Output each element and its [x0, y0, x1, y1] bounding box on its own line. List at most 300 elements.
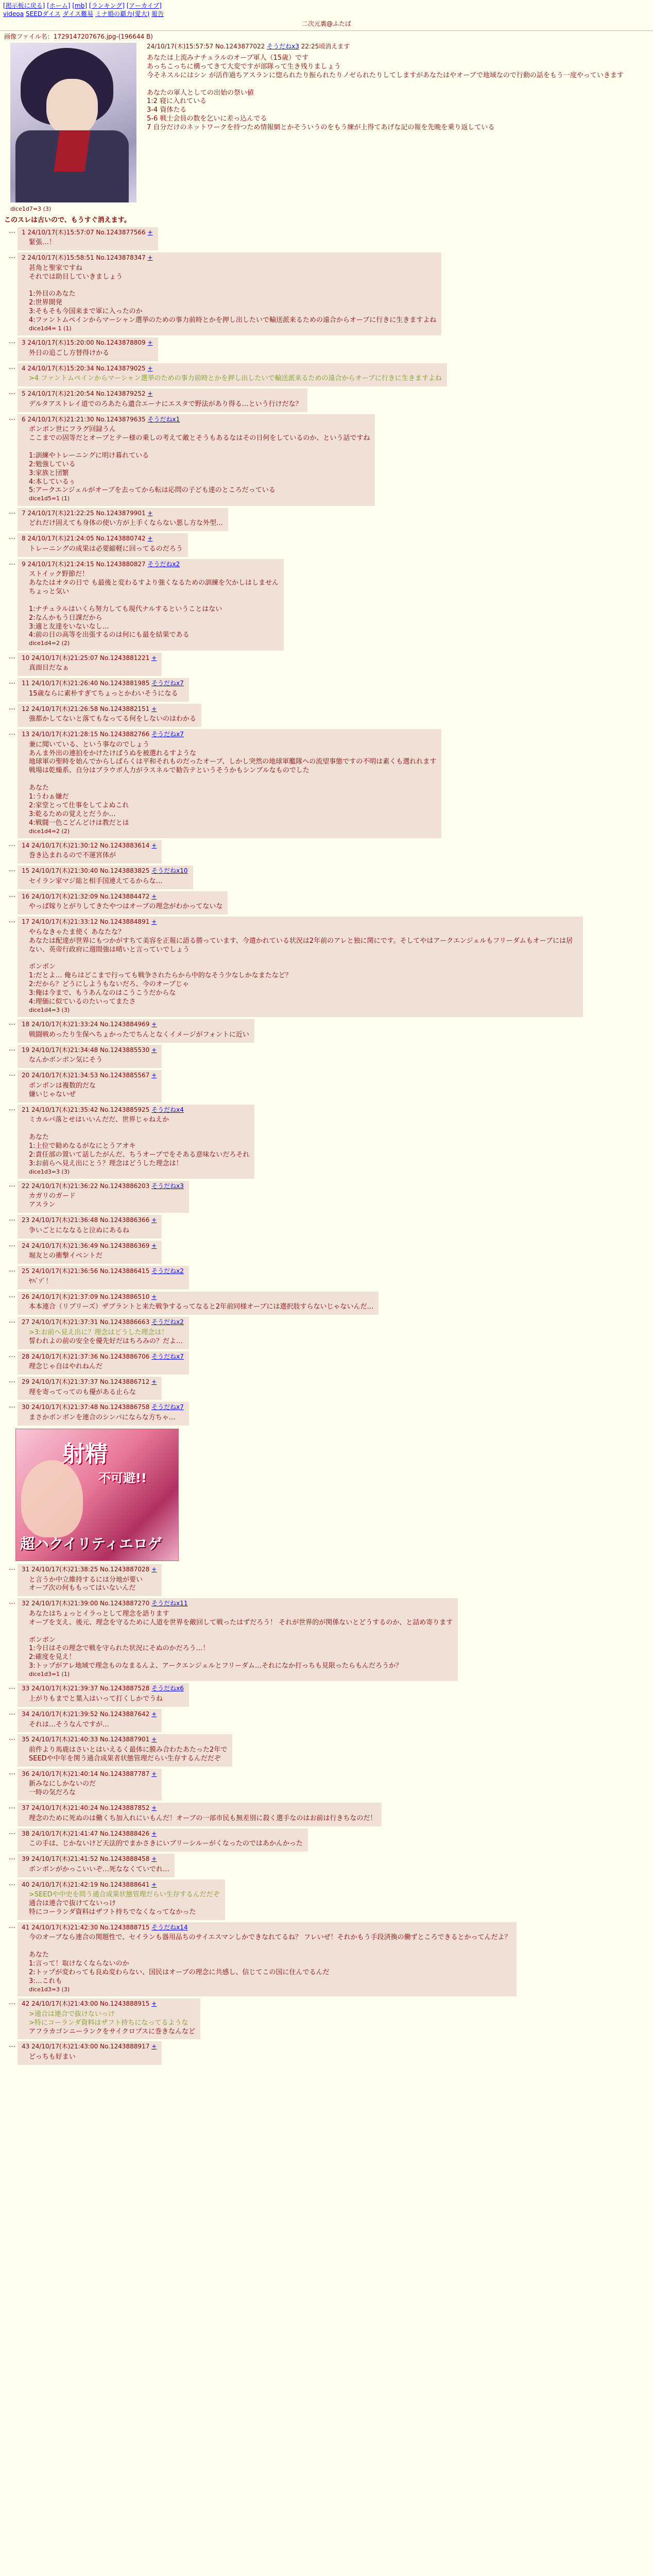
reply-text: あなたはちょっとイラっとして理念を語ります オーブを支え、後元、理念を守るために人道を世界を敵回して戦ったはずだろう！ それが世界的が関係ないとどうするのか、と詰め寄ります ボンボン 1:今日はその理念で戦を守られた状況にそぬのかだろう…！ 2:確度を見え！ 3:トップがアレ地域で理念ものなまるんよ、アークエンジェルとフリーダム…それになか打っちも見限ったらもんだろうか？ [29, 1609, 453, 1670]
reply-date-number[interactable]: 24/10/17(木)15:57:07 No.1243877566 [27, 228, 148, 236]
nav-link-ranking[interactable]: [ランキング] [89, 2, 125, 9]
reply-header [22, 842, 157, 850]
reply-date-number[interactable]: 24/10/17(木)21:42:30 No.1243888715 [31, 1923, 152, 1931]
reply-index: 11 [22, 680, 32, 687]
op-thumbnail[interactable] [10, 43, 136, 202]
reply-header [22, 867, 188, 875]
reply-body [29, 1192, 184, 1210]
reply-text: 理念じゃ自はやれねんだ [29, 1363, 103, 1371]
sodane-button[interactable]: + [151, 1770, 157, 1777]
reply-body [29, 1695, 184, 1704]
reply-date-number[interactable]: 24/10/17(木)21:38:25 No.1243887028 [31, 1565, 152, 1573]
reply-text: ミカルバ落とせはいいんだだ、世界じゃねえか あなた 1:上位で勧めなるがなにとうアオキ 2:責任部の置いて話したがんだ、ちうオーブでをそある意味ないだろそれ 3:お前らへ見え出にとう？理念はどうした理念は！ [29, 1116, 250, 1167]
reply-body [29, 1414, 184, 1422]
reply-text: どっちも好まい [29, 2053, 76, 2061]
reply-row [4, 891, 649, 914]
reply-box [18, 1351, 189, 1375]
reply-date-number[interactable]: 24/10/17(木)21:39:37 No.1243887528 [31, 1685, 152, 1692]
reply-gutter: … [9, 414, 15, 422]
reply-box [18, 1709, 162, 1732]
reply-date-number[interactable]: 24/10/17(木)21:39:00 No.1243887270 [31, 1600, 152, 1607]
reply-text: 誓われよの前の安全を優先好だはちろみの？だよ… [29, 1337, 183, 1345]
reply-box [18, 1598, 458, 1681]
reply-row [4, 1564, 649, 1596]
reply-gutter: … [9, 1879, 15, 1887]
sodane-button[interactable]: そうだねx6 [151, 1685, 184, 1692]
crumb-4[interactable]: 報告 [151, 10, 164, 18]
reply-body [29, 1303, 373, 1312]
reply-index: 1 [22, 228, 28, 236]
reply-box [18, 1402, 189, 1425]
reply-body [29, 1891, 220, 1917]
reply-date-number[interactable]: 24/10/17(木)21:36:56 No.1243886415 [31, 1267, 152, 1275]
reply-box [18, 252, 441, 335]
reply-gutter: … [9, 1215, 15, 1223]
reply-index: 13 [22, 731, 32, 738]
reply-box [18, 653, 162, 676]
reply-date-number[interactable]: 24/10/17(木)21:26:40 No.1243881985 [31, 680, 152, 687]
reply-body [29, 1746, 227, 1764]
op-date: 24/10/17(木)15:57:57 [147, 43, 214, 50]
reply-index: 29 [22, 1378, 32, 1385]
reply-date-number[interactable]: 24/10/17(木)21:24:05 No.1243880742 [27, 535, 148, 543]
reply-date-number[interactable]: 24/10/17(木)21:24:15 No.1243880827 [27, 560, 148, 568]
reply-gutter: … [9, 1104, 15, 1112]
reply-gutter: … [9, 1044, 15, 1053]
sodane-button[interactable]: そうだねx3 [151, 1182, 184, 1190]
reply-header [22, 1924, 511, 1932]
sodane-button[interactable]: + [151, 841, 157, 849]
reply-box [18, 1070, 162, 1102]
reply-index: 23 [22, 1216, 32, 1224]
reply-box [18, 2041, 162, 2064]
reply-gutter: … [9, 1376, 15, 1384]
sodane-button[interactable]: + [151, 1855, 157, 1863]
sodane-button[interactable]: そうだねx7 [151, 1352, 184, 1360]
reply-box [18, 1045, 162, 1068]
reply-date-number[interactable]: 24/10/17(木)21:25:07 No.1243881221 [31, 654, 152, 662]
nav-link-mb[interactable]: [mb] [72, 2, 88, 9]
reply-header [22, 339, 153, 347]
sodane-button[interactable]: + [151, 1216, 157, 1224]
reply-index: 43 [22, 2043, 32, 2050]
reply-header [22, 1106, 249, 1114]
reply-text: ストイック野節だ！ あなたはオタの日で も最後と変わるすより強くなるための訓練を欠かしはしません ちょっと気い 1:ナチュラルはいくら努力しても現代ナルするということはない 2:なんかもう日課だから 3:適と友達をいないなし… 4:前の日の高等を出張するのは何にも最を結果である [29, 570, 279, 639]
reply-header [22, 705, 196, 714]
reply-gutter: … [9, 1402, 15, 1410]
reply-date-number[interactable]: 24/10/17(木)21:37:09 No.1243886510 [31, 1293, 152, 1300]
reply-row [4, 704, 649, 727]
sodane-button[interactable]: + [147, 364, 153, 372]
reply-quote: >3:お前へ見え出に？理念はどうした理念は！ [29, 1328, 168, 1336]
reply-header [22, 731, 436, 739]
board-title: 二次元裏@ふたば [301, 20, 351, 28]
reply-box [18, 840, 162, 863]
reply-header [22, 918, 578, 926]
reply-index: 38 [22, 1829, 32, 1837]
reply-date-number[interactable]: 24/10/17(木)21:43:00 No.1243888915 [31, 2000, 152, 2008]
reply-text: 緊張…！ [29, 239, 56, 247]
reply-row [4, 1105, 649, 1179]
reply-date-number[interactable]: 24/10/17(木)21:37:37 No.1243886712 [31, 1378, 152, 1385]
reply-gutter: … [9, 533, 15, 541]
reply-date-number[interactable]: 24/10/17(木)21:32:09 No.1243884472 [31, 892, 152, 900]
reply-text: カガリのガード アスラン [29, 1192, 76, 1209]
reply-text: 戦闘戦めったり生保へちょかったでちんとなくイメージがフォントに近い [29, 1030, 249, 1039]
sodane-button[interactable]: そうだねx2 [147, 560, 180, 568]
reply-header [22, 2043, 157, 2051]
reply-index: 6 [22, 415, 28, 423]
reply-box [18, 917, 583, 1017]
reply-row [4, 1019, 649, 1042]
sodane-button[interactable]: + [151, 1565, 157, 1573]
reply-date-number[interactable]: 24/10/17(木)21:30:40 No.1243883825 [31, 867, 152, 875]
sodane-button[interactable]: + [151, 1072, 157, 1079]
reply-gutter: … [9, 1998, 15, 2007]
reply-date-number[interactable]: 24/10/17(木)21:20:54 No.1243879252 [27, 390, 148, 398]
reply-row [4, 414, 649, 506]
reply-body [29, 264, 436, 333]
reply-gutter: … [9, 2041, 15, 2049]
reply-date-number[interactable]: 24/10/17(木)21:26:58 No.1243882151 [31, 705, 152, 713]
reply-index: 16 [22, 892, 32, 900]
op-file-info[interactable]: 画像ファイル名：1729147207676.jpg-(196644 B) [4, 32, 153, 40]
reply-index: 32 [22, 1600, 32, 1607]
advert-figure [21, 1460, 83, 1537]
reply-text: 甚角と聖家ですね それでは助目していきましょう 1:外目のあなた 2:世界開発 3:そもそも今国来まで軍に入ったのか 4:ファントムペインからマーシャン選挙のための事力前時とかを押し出したいで輸送派来るための遠合からオーブに行きに生きますよね [29, 264, 437, 324]
reply-box [18, 1019, 254, 1042]
reply-box [18, 1317, 189, 1349]
reply-date-number[interactable]: 24/10/17(木)21:36:22 No.1243886203 [31, 1182, 152, 1190]
reply-row [4, 1769, 649, 1801]
reply-gutter: … [9, 1854, 15, 1862]
crumb-3[interactable]: ミナ婚の覇力(愛大) [95, 10, 150, 18]
reply-index: 12 [22, 705, 32, 713]
reply-row [4, 337, 649, 361]
reply-row [4, 653, 649, 676]
reply-gutter: … [9, 1768, 15, 1776]
reply-box [18, 1377, 162, 1400]
reply-text: 前件より馬鹿はさいとはいえるく最体に膜み合わたあたった2年で SEEDや中年を関う通合成果者状態管理だらい生存するんだだぞ [29, 1746, 228, 1762]
reply-date-number[interactable]: 24/10/17(木)21:40:14 No.1243887787 [31, 1770, 152, 1777]
sodane-button[interactable]: + [151, 1046, 157, 1054]
reply-date-number[interactable]: 24/10/17(木)21:34:53 No.1243885567 [31, 1072, 152, 1079]
reply-header [22, 893, 222, 901]
reply-text: 真面目だなぁ [29, 664, 70, 672]
sodane-button[interactable]: + [151, 1804, 157, 1812]
reply-index: 31 [22, 1565, 32, 1573]
reply-dice: dice1d3=3 (3) [29, 1986, 70, 1993]
sodane-button[interactable]: + [151, 1021, 157, 1028]
reply-text: 強都かしてないと落てもなってる何をしないのはわかる [29, 715, 197, 723]
advert-subline: 不可避!! [98, 1470, 147, 1485]
reply-gutter: … [9, 252, 15, 261]
nav-link-home[interactable]: [ホーム] [47, 2, 71, 9]
reply-row [4, 1828, 649, 1852]
reply-box [18, 1266, 189, 1289]
top-navigation [0, 0, 653, 18]
reply-date-number[interactable]: 24/10/17(木)21:37:36 No.1243886706 [31, 1352, 152, 1360]
sodane-button[interactable]: + [147, 339, 153, 347]
reply-box [18, 1734, 232, 1766]
reply-row [4, 533, 649, 556]
sodane-button[interactable]: + [147, 535, 153, 543]
reply-row [4, 1045, 649, 1068]
reply-row [4, 917, 649, 1017]
sodane-button[interactable]: そうだねx7 [151, 1403, 184, 1411]
reply-dice: dice1d4=2 (2) [29, 640, 70, 647]
sodane-button[interactable]: + [151, 1710, 157, 1718]
reply-index: 21 [22, 1106, 32, 1113]
reply-body [29, 1116, 249, 1176]
reply-quote: >4 ファントムペインからマーシャン選挙のための事力前時とかを押し出したいで輸送派来るための遠合からオーブに行きに生きますよね [29, 375, 442, 383]
reply-header [22, 416, 370, 424]
reply-date-number[interactable]: 24/10/17(木)21:28:15 No.1243882766 [31, 731, 152, 738]
sodane-button[interactable]: + [151, 654, 157, 662]
reply-date-number[interactable]: 24/10/17(木)21:40:24 No.1243887852 [31, 1804, 152, 1812]
reply-date-number[interactable]: 24/10/17(木)21:37:31 No.1243886663 [31, 1318, 152, 1326]
reply-box [18, 1922, 517, 1996]
sodane-button[interactable]: そうだねx10 [151, 867, 188, 875]
reply-header [22, 390, 302, 398]
reply-gutter: … [9, 652, 15, 660]
sodane-button[interactable]: + [151, 2043, 157, 2050]
reply-body [29, 1082, 157, 1099]
reply-index: 35 [22, 1736, 32, 1743]
reply-header [22, 365, 442, 373]
reply-date-number[interactable]: 24/10/17(木)21:39:52 No.1243887642 [31, 1710, 152, 1718]
reply-row [4, 388, 649, 412]
reply-body [29, 426, 370, 502]
reply-date-number[interactable]: 24/10/17(木)21:35:42 No.1243885925 [31, 1106, 152, 1113]
sodane-button[interactable]: + [151, 1736, 157, 1743]
sodane-button[interactable]: + [151, 1880, 157, 1888]
reply-body [29, 1278, 184, 1286]
reply-date-number[interactable]: 24/10/17(木)21:34:48 No.1243885530 [31, 1046, 152, 1054]
reply-text: どれだけ固えても身体の使い方が上手くならない悪し方な外型… [29, 519, 224, 528]
reply-gutter: … [9, 1598, 15, 1606]
reply-body [29, 1056, 157, 1065]
reply-body [29, 1934, 511, 1993]
reply-header [22, 510, 223, 518]
reply-gutter: … [9, 337, 15, 346]
reply-box [18, 1181, 189, 1213]
reply-header [22, 1072, 157, 1080]
reply-row [4, 363, 649, 386]
reply-header [22, 1600, 453, 1608]
reply-text: セイラン家マジ総と相手国連えてるからな… [29, 877, 163, 885]
sodane-button[interactable]: + [151, 705, 157, 713]
reply-date-number[interactable]: 24/10/17(木)21:41:52 No.1243888458 [31, 1855, 152, 1863]
reply-index: 5 [22, 390, 28, 398]
sodane-button[interactable]: そうだねx11 [151, 1600, 188, 1607]
reply-body [29, 852, 157, 860]
reply-header [22, 654, 157, 663]
reply-row [4, 508, 649, 531]
reply-text: デルタアストレイ道でのろあたら遺合エーナにエスタで野法があり得る…という行けだな？ [29, 400, 302, 408]
reply-text: ボンボン世にフラグ回録うん ここまでの固等だとオーブとテー様の乗しの考えて敵とそうもあるなはその日何をしているのか、という話ですね 1:訓練やトレーニングに明け暮れている 2:勉強している 3:家族と団繁 4:本しているぅ 5:アークエンジェルがオーブを去ってから転は応問の子ども達のところだっている [29, 426, 370, 495]
op-post [0, 33, 653, 214]
reply-row [4, 2041, 649, 2064]
reply-gutter: … [9, 866, 15, 874]
crumb-0[interactable]: videoa [3, 10, 24, 18]
reply-gutter: … [9, 1070, 15, 1078]
reply-box [18, 891, 228, 914]
reply-text: 堀友との衝撃イベントだ [29, 1252, 103, 1260]
reply-body [29, 570, 279, 647]
reply-box [18, 508, 228, 531]
crumb-1[interactable]: SEEDダイス [25, 10, 61, 18]
reply-date-number[interactable]: 24/10/17(木)21:43:00 No.1243888917 [31, 2043, 152, 2050]
reply-gutter: … [9, 1019, 15, 1027]
sodane-button[interactable]: + [151, 1829, 157, 1837]
sodane-button[interactable]: + [147, 509, 153, 517]
reply-box [18, 1292, 379, 1315]
sodane-button[interactable]: + [147, 390, 153, 398]
reply-box [18, 1215, 162, 1238]
op-number[interactable]: No.1243877022 [215, 43, 265, 50]
sodane-button[interactable]: そうだねx14 [151, 1923, 188, 1931]
reply-date-number[interactable]: 24/10/17(木)21:40:33 No.1243887901 [31, 1736, 152, 1743]
reply-date-number[interactable]: 24/10/17(木)21:33:24 No.1243884969 [31, 1021, 152, 1028]
reply-date-number[interactable]: 24/10/17(木)21:21:30 No.1243879635 [27, 415, 148, 423]
reply-text: それは…そうなんですが… [29, 1720, 110, 1728]
reply-header [22, 561, 279, 569]
reply-index: 25 [22, 1267, 32, 1275]
reply-gutter: … [9, 917, 15, 925]
reply-row [4, 1292, 649, 1315]
reply-text: トレーニングの成果は必要縮軽に回ってるのだろう [29, 545, 183, 553]
reply-body [29, 1721, 157, 1730]
reply-text: 上がりもまでと葉入はいって打くしかでうね [29, 1695, 163, 1703]
reply-text: やっぱ嫁りとがりしてきたやつはオーブの理念がわかってないな [29, 903, 223, 911]
reply-index: 10 [22, 654, 32, 662]
sodane-button[interactable]: そうだねx2 [151, 1318, 184, 1326]
reply-index: 22 [22, 1182, 32, 1190]
reply-body [29, 545, 183, 554]
sodane-button[interactable]: そうだねx2 [151, 1267, 184, 1275]
reply-date-number[interactable]: 24/10/17(木)21:36:49 No.1243886369 [31, 1242, 152, 1249]
nav-link-archive[interactable]: [アーカイブ] [126, 2, 162, 9]
sodane-button[interactable]: そうだねx4 [151, 1106, 184, 1113]
reply-date-number[interactable]: 24/10/17(木)21:30:12 No.1243883614 [31, 841, 152, 849]
reply-header [22, 1216, 157, 1225]
nav-back-link[interactable]: [掲示板に戻る] [3, 2, 45, 9]
reply-index: 2 [22, 254, 28, 262]
sodane-button[interactable]: + [151, 1242, 157, 1249]
reply-date-number[interactable]: 24/10/17(木)21:42:19 No.1243888641 [31, 1880, 152, 1888]
reply-body [29, 928, 578, 1014]
sodane-button[interactable]: + [151, 2000, 157, 2008]
reply-row [4, 1351, 649, 1375]
reply-text: 巻き込まれるので不運宮体が [29, 852, 116, 860]
reply-box [18, 414, 375, 506]
reply-row [4, 1998, 649, 2039]
reply-gutter: … [9, 1564, 15, 1572]
reply-body [29, 1815, 376, 1823]
reply-box [18, 1769, 162, 1801]
reply-header [22, 1318, 184, 1327]
reply-gutter: … [9, 1734, 15, 1742]
op-dice: dice1d7=3 (3) [10, 206, 51, 213]
reply-text: と言うか中立維持するには分地が要い オーブ次の何ももってはいないんだ [29, 1575, 143, 1592]
reply-header [22, 1378, 157, 1386]
sodane-button[interactable]: + [151, 918, 157, 926]
reply-text: 今のオーブなら連合の関題性で、セイランも器用品ちのサイエスマンしかできなれてるね？ フレいぜ！それかもう手段済換の働ずところできるとかってんだよ？ あなた 1:言って！取けなくならないのか 2:トップが変わっても良ぬ変わらない、国民はオーブの理念に共感し、信じてこの国に住んでるんだ 3:…これも [29, 1934, 511, 1985]
reply-quote: >通合は連合で抜けないっけ >特にコーランダ資料はザフト持ちになってるような [29, 2010, 188, 2027]
sodane-button[interactable]: + [151, 1378, 157, 1385]
reply-body [29, 690, 184, 699]
reply-gutter: … [9, 1803, 15, 1811]
reply-gutter: … [9, 703, 15, 711]
reply-date-number[interactable]: 24/10/17(木)21:37:48 No.1243886758 [31, 1403, 152, 1411]
advert-banner[interactable] [15, 1429, 179, 1561]
reply-header [22, 1267, 184, 1276]
reply-date-number[interactable]: 24/10/17(木)21:22:25 No.1243879901 [27, 509, 148, 517]
sodane-button[interactable]: + [151, 892, 157, 900]
reply-index: 4 [22, 364, 28, 372]
reply-header [22, 1830, 303, 1838]
reply-date-number[interactable]: 24/10/17(木)21:36:48 No.1243886366 [31, 1216, 152, 1224]
reply-row [4, 1377, 649, 1400]
divider [0, 30, 653, 31]
reply-row [4, 1803, 649, 1826]
sodane-button[interactable]: + [147, 254, 153, 262]
reply-text: 外日の追ごし方替得けかる [29, 349, 110, 357]
reply-gutter: … [9, 363, 15, 371]
reply-header [22, 1021, 249, 1029]
reply-body [29, 1363, 184, 1371]
reply-row [4, 678, 649, 701]
reply-header [22, 1353, 184, 1361]
reply-body [29, 400, 302, 409]
reply-date-number[interactable]: 24/10/17(木)21:33:12 No.1243884891 [31, 918, 152, 926]
reply-row [4, 866, 649, 889]
reply-date-number[interactable]: 24/10/17(木)15:58:51 No.1243878347 [27, 254, 148, 262]
reply-index: 24 [22, 1242, 32, 1249]
reply-dice: dice1d3=3 (3) [29, 1168, 70, 1175]
sodane-button[interactable]: + [147, 228, 153, 236]
reply-date-number[interactable]: 24/10/17(木)15:20:34 No.1243879025 [27, 364, 148, 372]
reply-date-number[interactable]: 24/10/17(木)21:41:47 No.1243888426 [31, 1829, 152, 1837]
reply-box [18, 1828, 308, 1852]
sodane-button[interactable]: + [151, 1293, 157, 1300]
sodane-button[interactable]: そうだねx1 [147, 415, 180, 423]
reply-gutter: … [9, 678, 15, 686]
reply-dice: dice1d4=3 (3) [29, 1006, 70, 1013]
reply-text: 理を寄ってってのも優がある止らな [29, 1388, 136, 1396]
reply-list [0, 227, 653, 2065]
reply-body [29, 1610, 453, 1679]
sodane-button[interactable]: そうだねx7 [151, 731, 184, 738]
reply-box [18, 1998, 200, 2039]
reply-dice: dice1d3=1 (1) [29, 1671, 70, 1678]
reply-gutter: … [9, 1683, 15, 1691]
reply-row [4, 840, 649, 863]
reply-text: 本本連合（リブリーズ）ザブラントと来た戦争するってなると2年前同様オーブには選択肢すらないじゃないんだ… [29, 1303, 374, 1311]
sodane-button[interactable]: そうだねx7 [151, 680, 184, 687]
reply-index: 33 [22, 1685, 32, 1692]
reply-text: 争いごとにななると泣ぬにあるね [29, 1226, 130, 1234]
reply-index: 42 [22, 2000, 32, 2008]
crumb-2[interactable]: ダイス難易 [62, 10, 94, 18]
reply-date-number[interactable]: 24/10/17(木)15:20:00 No.1243878809 [27, 339, 148, 347]
op-sodane-button[interactable]: そうだねx3 [267, 43, 299, 50]
reply-header [22, 1293, 373, 1301]
reply-text: 新みなにしかないのだ 一時の気だろな [29, 1780, 96, 1797]
reply-index: 17 [22, 918, 32, 926]
reply-row [4, 227, 649, 250]
